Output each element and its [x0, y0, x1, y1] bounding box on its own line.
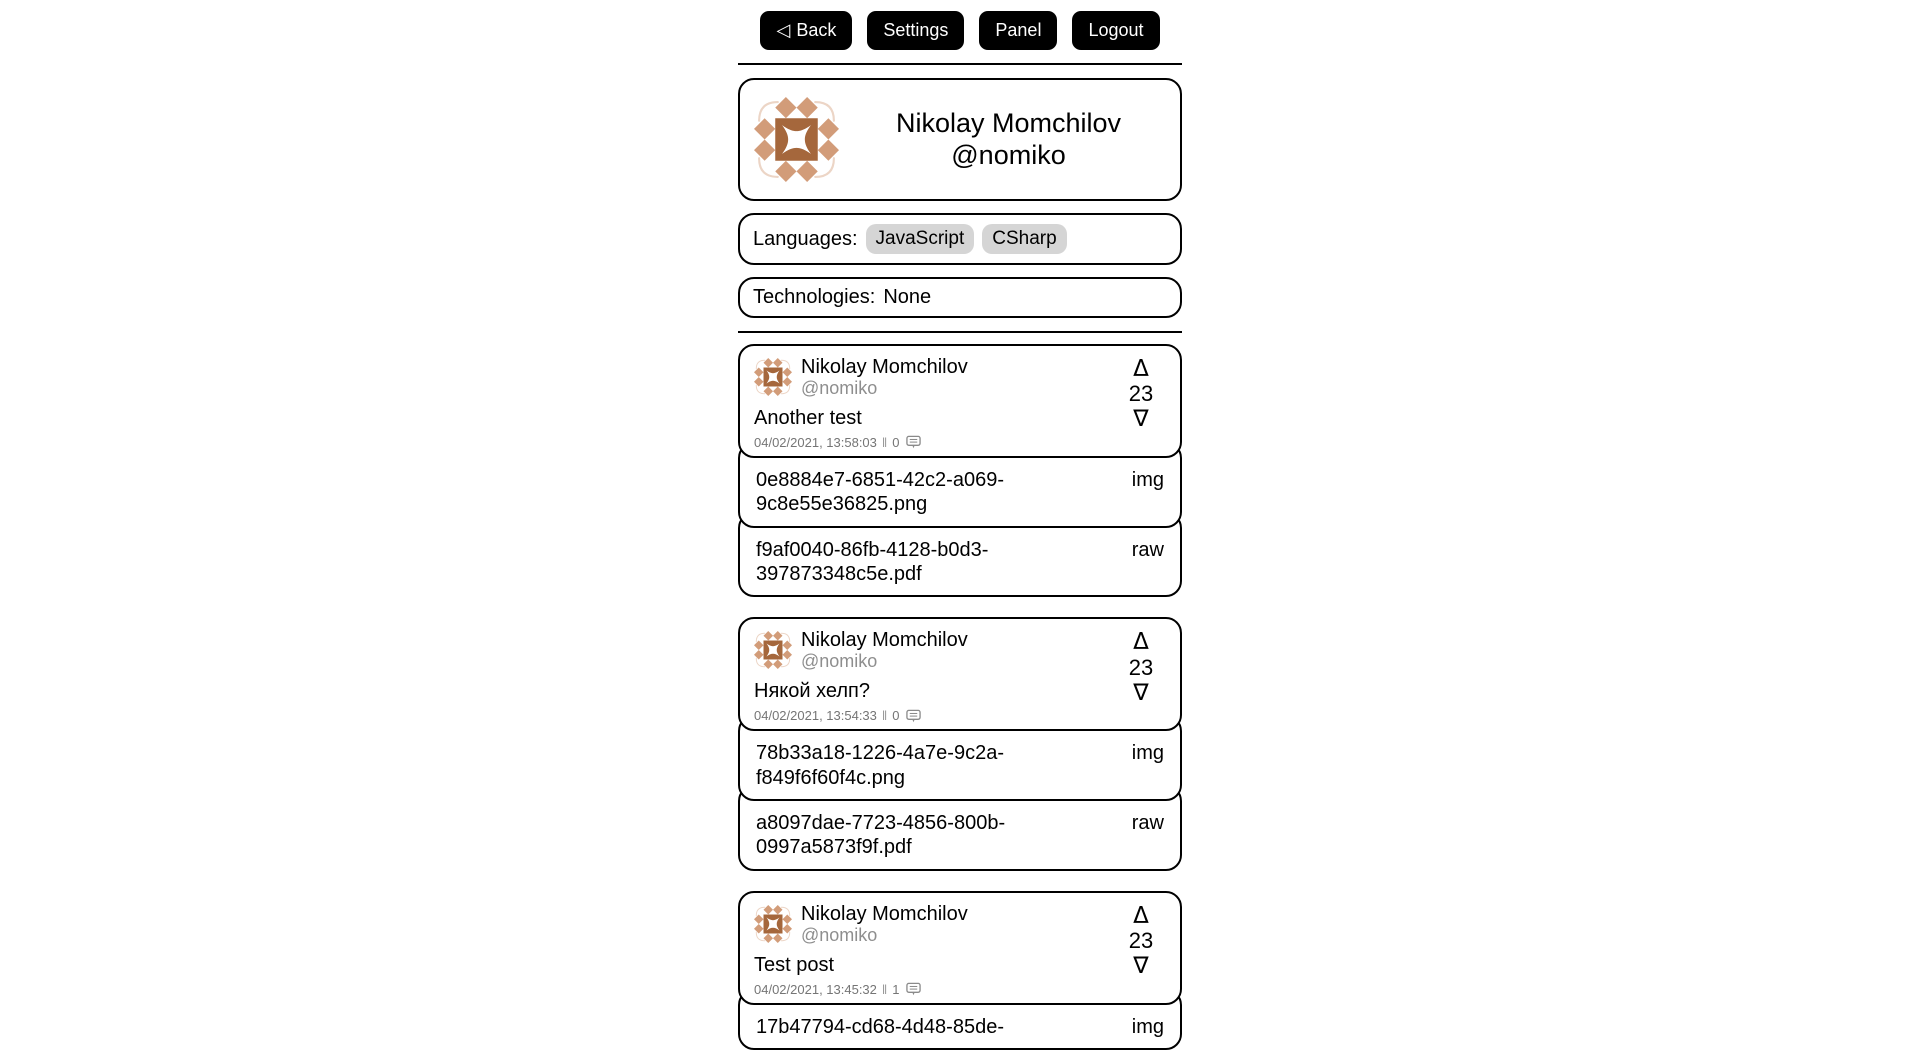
post-author-handle: @nomiko [801, 924, 878, 945]
technologies-card [738, 277, 1182, 318]
comment-count: 0 [892, 708, 900, 724]
attachment-type: img [1131, 468, 1164, 491]
post-timestamp: 04/02/2021, 13:45:32 [754, 981, 877, 997]
post-author-block [801, 903, 968, 946]
post-author-block [801, 629, 968, 672]
post-main [754, 356, 1112, 450]
comment-count: 1 [892, 981, 900, 997]
attachment-type: img [1131, 742, 1164, 765]
technologies-value: None [883, 286, 932, 308]
post-group [738, 617, 1182, 870]
attachment-type: raw [1131, 538, 1164, 561]
settings-button[interactable] [867, 11, 964, 50]
back-icon: ◁ [776, 20, 791, 40]
attachment-type: raw [1131, 811, 1164, 834]
post-card[interactable] [738, 344, 1182, 458]
post-title: Another test [754, 406, 862, 429]
profile-handle: @nomiko [951, 139, 1066, 170]
post-card[interactable] [738, 891, 1182, 1005]
post-title: Test post [754, 953, 835, 976]
post-group [738, 891, 1182, 1050]
meta-separator: ‖ [881, 708, 888, 724]
vote-down-button[interactable]: ∇ [1133, 679, 1149, 706]
toolbar [738, 11, 1182, 50]
top-divider [738, 63, 1182, 65]
settings-button-label: Settings [883, 20, 949, 40]
back-button-label: Back [796, 20, 837, 40]
meta-separator: ‖ [881, 434, 888, 450]
vote-column [1112, 629, 1170, 723]
vote-count: 23 [1128, 381, 1154, 407]
post-card[interactable] [738, 617, 1182, 731]
post-author-avatar [754, 631, 792, 669]
vote-count: 23 [1128, 927, 1154, 953]
attachment-type: img [1131, 1015, 1164, 1038]
post-title: Някой хелп? [754, 680, 870, 703]
vote-column [1112, 903, 1170, 997]
language-chip-javascript: JavaScript [866, 224, 975, 254]
attachment-filename: f9af0040-86fb-4128-b0d3-397873348c5e.pdf [756, 538, 989, 585]
language-chip-csharp: CSharp [982, 224, 1066, 254]
post-header [754, 629, 1112, 672]
vote-down-button[interactable]: ∇ [1133, 406, 1149, 433]
post-group [738, 344, 1182, 597]
attachment-filename: 78b33a18-1226-4a7e-9c2a-f849f6f60f4c.png [756, 742, 1004, 789]
post-author-handle: @nomiko [801, 651, 878, 672]
profile-card [738, 78, 1182, 201]
post-meta [754, 708, 1112, 723]
vote-up-button[interactable]: Δ [1133, 356, 1149, 382]
post-author-avatar [754, 905, 792, 943]
post-meta [754, 435, 1112, 450]
logout-button-label: Logout [1088, 20, 1144, 40]
panel-button[interactable] [979, 11, 1057, 50]
comment-icon [906, 709, 921, 723]
languages-label: Languages: [753, 227, 858, 250]
post-main [754, 903, 1112, 997]
vote-column [1112, 356, 1170, 450]
back-button[interactable] [760, 11, 852, 50]
profile-avatar [754, 97, 839, 182]
logout-button[interactable] [1072, 11, 1159, 50]
post-author-handle: @nomiko [801, 378, 878, 398]
post-author-block [801, 356, 968, 399]
post-timestamp: 04/02/2021, 13:58:03 [754, 434, 877, 450]
vote-up-button[interactable]: Δ [1133, 902, 1149, 929]
attachment-filename: 17b47794-cd68-4d48-85de- [756, 1015, 1004, 1038]
post-author-name: Nikolay Momchilov [801, 902, 968, 925]
attachment-filename: 0e8884e7-6851-42c2-a069-9c8e55e36825.png [756, 468, 1004, 516]
post-author-avatar [754, 358, 792, 396]
panel-button-label: Panel [995, 20, 1042, 40]
post-header [754, 356, 1112, 399]
post-main [754, 629, 1112, 723]
vote-up-button[interactable]: Δ [1133, 629, 1149, 656]
comment-count: 0 [892, 434, 900, 450]
posts-divider [738, 331, 1182, 333]
profile-names [851, 108, 1166, 170]
profile-name: Nikolay Momchilov [895, 108, 1122, 139]
vote-down-button[interactable]: ∇ [1133, 953, 1149, 980]
vote-count: 23 [1128, 654, 1154, 680]
attachment-filename: a8097dae-7723-4856-800b-0997a5873f9f.pdf [756, 811, 1006, 859]
technologies-label: Technologies: [753, 286, 876, 308]
comment-icon [906, 982, 921, 996]
comment-icon [906, 435, 921, 449]
post-timestamp: 04/02/2021, 13:54:33 [754, 708, 877, 724]
post-meta [754, 982, 1112, 997]
main-column [738, 0, 1182, 1050]
languages-card [738, 213, 1182, 265]
post-author-name: Nikolay Momchilov [801, 629, 968, 652]
meta-separator: ‖ [881, 981, 888, 997]
post-header [754, 903, 1112, 946]
post-author-name: Nikolay Momchilov [801, 356, 968, 378]
posts-list [738, 344, 1182, 1050]
